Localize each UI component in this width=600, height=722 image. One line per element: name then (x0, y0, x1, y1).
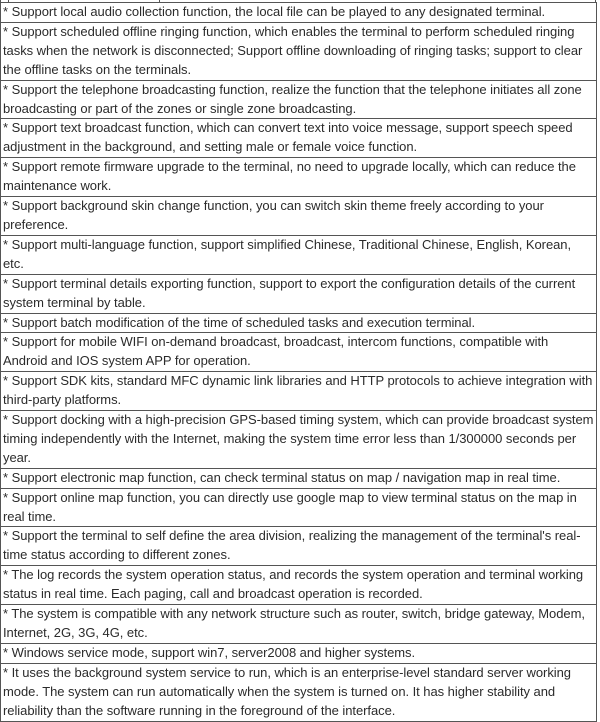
table-row (1, 527, 597, 566)
table-row (1, 80, 597, 119)
feature-cell: * Support online map function, you can directly use google map to view terminal status on the map in real time. (1, 488, 597, 527)
feature-cell: * Support electronic map function, can check terminal status on map / navigation map in real time. (1, 468, 597, 488)
feature-cell: * Support docking with a high-precision GPS-based timing system, which can provide broadcast system timing independently with the Internet, making the system time error less than 1/300000 seconds per year. (1, 411, 597, 469)
table-row (1, 372, 597, 411)
feature-cell: * Support background skin change function, you can switch skin theme freely according to your preference. (1, 197, 597, 236)
feature-cell: * The log records the system operation status, and records the system operation and terminal working status in real time. Each paging, call and broadcast operation is recorded. (1, 566, 597, 605)
table-row (1, 468, 597, 488)
table-row (1, 235, 597, 274)
table-row (1, 119, 597, 158)
table-row (1, 313, 597, 333)
table-row (1, 333, 597, 372)
feature-cell: * Support text broadcast function, which can convert text into voice message, support speech speed adjustment in the background, and setting male or female voice function. (1, 119, 597, 158)
table-row (1, 566, 597, 605)
table-row (1, 197, 597, 236)
feature-cell: * Support scheduled offline ringing function, which enables the terminal to perform scheduled ringing tasks when the network is disconnected; Support offline downloading of ringing tasks; support to clear the offline tasks on the terminals. (1, 22, 597, 80)
feature-cell: * Support for mobile WIFI on-demand broadcast, broadcast, intercom functions, compatible with Android and IOS system APP for operation. (1, 333, 597, 372)
feature-cell: * Support local audio collection function, the local file can be played to any designated terminal. (1, 3, 597, 23)
feature-cell: * Support batch modification of the time of scheduled tasks and execution terminal. (1, 313, 597, 333)
feature-cell: * Support terminal details exporting function, support to export the configuration details of the current system terminal by table. (1, 274, 597, 313)
feature-cell: * Support the terminal to self define the area division, realizing the management of the terminal's real-time status according to different zones. (1, 527, 597, 566)
table-row (1, 605, 597, 644)
feature-cell: * Support multi-language function, support simplified Chinese, Traditional Chinese, English, Korean, etc. (1, 235, 597, 274)
table-row (1, 22, 597, 80)
table-row (1, 643, 597, 663)
feature-cell: * Support the telephone broadcasting function, realize the function that the telephone initiates all zone broadcasting or part of the zones or single zone broadcasting. (1, 80, 597, 119)
feature-table (0, 2, 597, 722)
feature-cell: * Support SDK kits, standard MFC dynamic link libraries and HTTP protocols to achieve integration with third-party platforms. (1, 372, 597, 411)
feature-cell: * Windows service mode, support win7, server2008 and higher systems. (1, 643, 597, 663)
table-row (1, 158, 597, 197)
table-row (1, 411, 597, 469)
table-row (1, 3, 597, 23)
feature-cell: * The system is compatible with any network structure such as router, switch, bridge gateway, Modem, Internet, 2G, 3G, 4G, etc. (1, 605, 597, 644)
feature-cell: * It uses the background system service to run, which is an enterprise-level standard server working mode. The system can run automatically when the system is turned on. It has higher stability and reliability than the software running in the foreground of the interface. (1, 663, 597, 721)
table-row (1, 488, 597, 527)
table-row (1, 663, 597, 721)
feature-cell: * Support remote firmware upgrade to the terminal, no need to upgrade locally, which can reduce the maintenance work. (1, 158, 597, 197)
table-row (1, 274, 597, 313)
